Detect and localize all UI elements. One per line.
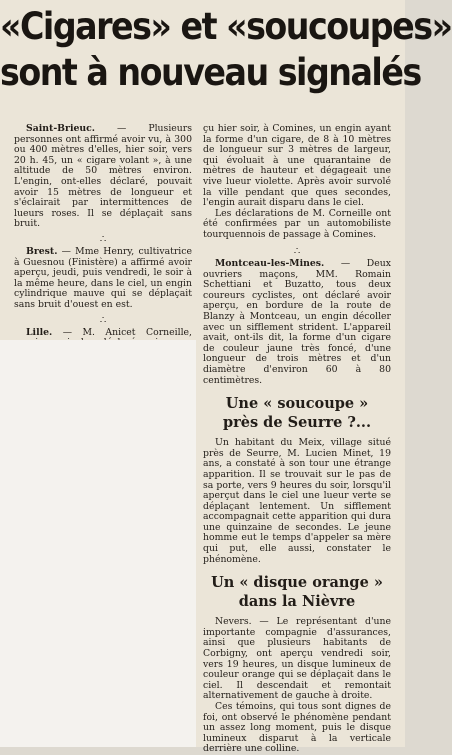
location-saint-brieuc: Saint-Brieuc. [26,123,96,134]
right-column-top [203,124,391,241]
separator: ∴ [293,246,301,257]
subheading-line: Une « soucoupe » [225,395,369,413]
article-seurre: Un habitant du Meix, village situé près de Seurre, M. Lucien Minet, 19 ans, a constaté à son tour une étrange apparition. Il se trouvait sur le pas de sa porte, vers 9 heures du soir, lorsqu'il aperçut dans le ciel une lueur verte se déplaçant lentement. Un sifflement accompagnait cette apparition qui dura une quinzaine de secondes. Le jeune homme eut le temps d'appeler sa mère qui put, elle aussi, constater le phénomène. [203,437,391,565]
headline [0,4,452,96]
separator: ∴ [99,233,107,245]
headline-line-1: «Cigares» et «soucoupes» [0,5,452,48]
article-lille-continued: çu hier soir, à Comines, un engin ayant la forme d'un cigare, de 8 à 10 mètres de longueur sur 3 mètres de largeur, qui évoluait à une quarantaine de mètres de hauteur et dégageait une vive lueur violette. Après avoir survolé la ville pendant que ques secondes, l'engin aurait disparu dans le ciel. [203,123,391,209]
article-nevers [203,617,391,702]
article-lille-confirmation: Les déclarations de M. Corneille ont été confirmées par un automobiliste tourquennois de passage à Comines. [203,207,391,240]
location-lille: Lille. [26,326,53,338]
blank-area [0,340,196,747]
subheading-line: près de Seurre ?... [222,414,372,432]
left-column [14,124,192,349]
article-brest [14,247,192,311]
article-saint-brieuc [14,124,192,230]
article-text: — M. Anicet Corneille, [62,326,192,338]
article-text: — Deux ouvriers maçons, MM. Romain Schettiani et Buzatto, tous deux coureurs cyclistes, ont déclaré avoir aperçu, en bordure de la route de Blanzy à Montceau, un engin décoller avec un sifflement strident. L'appareil avait, ont-ils dit, la forme d'un cigare de couleur jaune très foncé, d'une longueur de trois mètres et d'un diamètre d'environ 60 à 80 centimètres. [203,258,391,386]
subheading-line: dans la Nièvre [238,593,356,611]
article-montceau [203,259,391,386]
right-column-lower [203,247,391,755]
article-text: — Plusieurs personnes ont affirmé avoir vu, à 300 ou 400 mètres d'elles, hier soir, vers 20 h. 45, un « cigare volant », à une altitude de 50 mètres environ. L'engin, ont-elles déclaré, pouvait avoir 15 mètres de longueur et s'éclairait par intermittences de lueurs roses. Il se déplaçait sans bruit. [14,123,192,230]
separator: ∴ [99,314,107,326]
subheading-nievre [203,573,391,611]
article-text: — Le représentant d'une importante compagnie d'assurances, ainsi que plusieurs habitants de Corbigny, ont aperçu vendredi soir, vers 19 heures, un disque lumineux de couleur orange qui se déplaçait dans le ciel. Il descendait et remontait alternativement de gauche à droite. [203,616,391,702]
subheading-line: Un « disque orange » [211,574,383,592]
article-nevers-witnesses: Ces témoins, qui tous sont dignes de foi, ont observé le phénomène pendant un assez long moment, puis le disque lumineux disparut à la verticale derrière une colline. [203,701,391,755]
article-text: — Mme Henry, cultivatrice à Guesnou (Finistère) a affirmé avoir aperçu, jeudi, puis vendredi, le soir à la même heure, dans le ciel, un engin cylindrique mauve qui se déplaçait sans bruit d'ouest en est. [14,245,192,310]
location-nevers: Nevers. [215,616,252,628]
location-brest: Brest. [26,245,58,257]
location-montceau: Montceau-les-Mines. [215,258,325,269]
subheading-seurre [203,394,391,432]
headline-line-2: sont à nouveau signalés [0,51,421,94]
